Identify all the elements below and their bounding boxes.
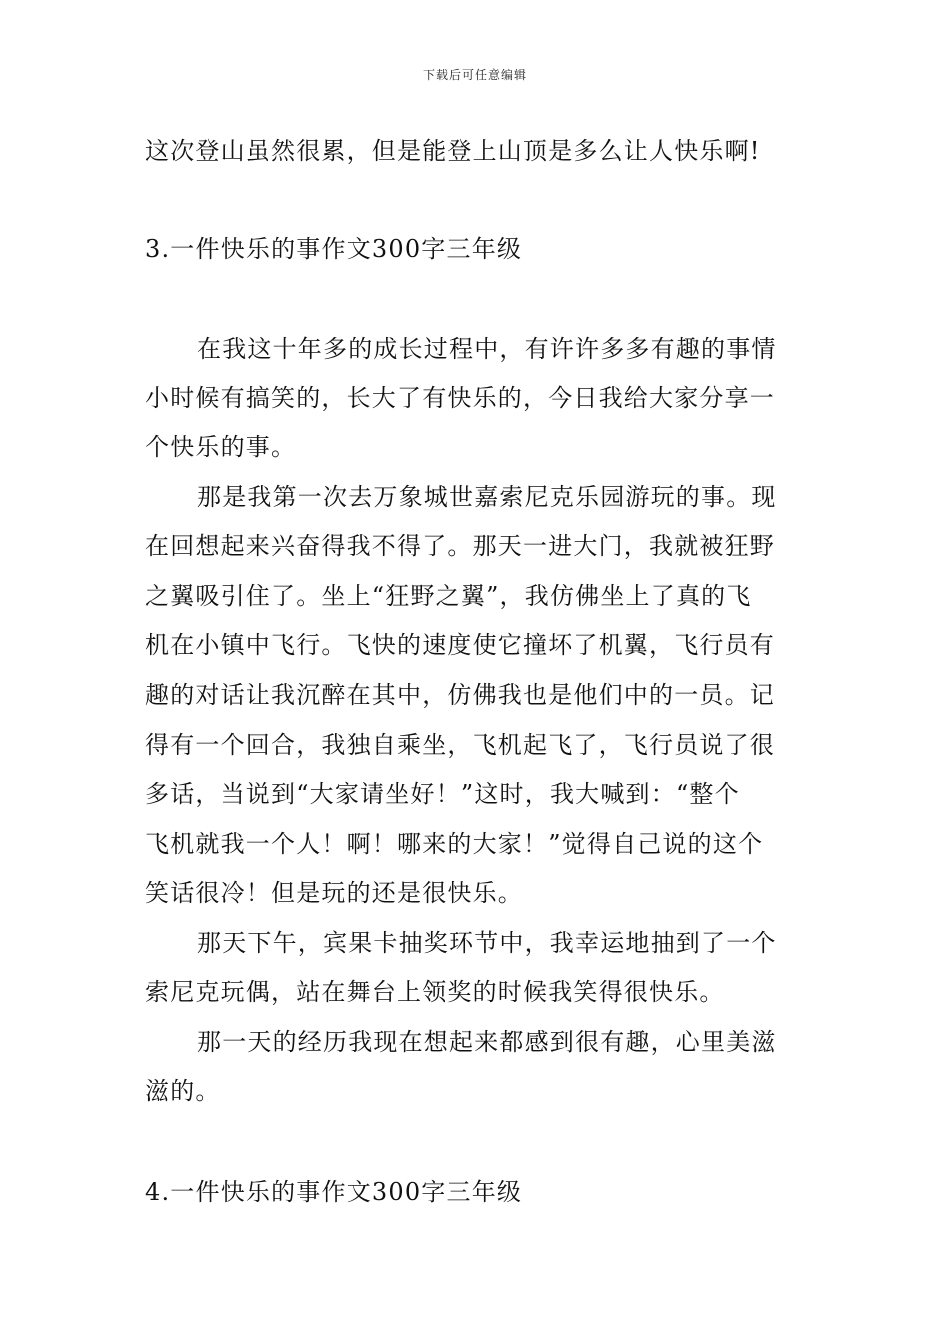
paragraph-line: 小时候有搞笑的，长大了有快乐的，今日我给大家分享一 — [145, 384, 775, 412]
paragraph-line: 那是我第一次去万象城世嘉索尼克乐园游玩的事。现 — [197, 483, 777, 511]
paragraph-line: 在我这十年多的成长过程中，有许许多多有趣的事情 — [197, 335, 777, 363]
paragraph-line: 那天下午，宾果卡抽奖环节中，我幸运地抽到了一个 — [197, 929, 777, 957]
paragraph-line: 趣的对话让我沉醉在其中，仿佛我也是他们中的一员。记 — [145, 681, 775, 709]
paragraph-line: 之翼吸引住了。坐上“狂野之翼”，我仿佛坐上了真的飞 — [145, 582, 752, 610]
paragraph-line: 个快乐的事。 — [145, 433, 297, 461]
section-heading: 4.一件快乐的事作文300字三年级 — [145, 1178, 523, 1206]
page-header: 下载后可任意编辑 — [422, 68, 527, 82]
paragraph-line: 机在小镇中飞行。飞快的速度使它撞坏了机翼，飞行员有 — [145, 631, 775, 659]
paragraph-line: 在回想起来兴奋得我不得了。那天一进大门，我就被狂野 — [145, 532, 775, 560]
section-heading: 3.一件快乐的事作文300字三年级 — [145, 235, 523, 263]
paragraph-line: 得有一个回合，我独自乘坐，飞机起飞了，飞行员说了很 — [145, 731, 775, 759]
paragraph-line: 索尼克玩偶，站在舞台上领奖的时候我笑得很快乐。 — [145, 978, 725, 1006]
paragraph-line: 笑话很冷！但是玩的还是很快乐。 — [145, 879, 523, 907]
paragraph-line: 这次登山虽然很累，但是能登上山顶是多么让人快乐啊! — [145, 137, 761, 165]
paragraph-line: 飞机就我一个人！啊！哪来的大家！”觉得自己说的这个 — [145, 830, 764, 858]
paragraph-line: 滋的。 — [145, 1077, 221, 1105]
paragraph-line: 多话，当说到“大家请坐好！”这时，我大喊到：“整个 — [145, 780, 740, 808]
paragraph-line: 那一天的经历我现在想起来都感到很有趣，心里美滋 — [197, 1028, 777, 1056]
